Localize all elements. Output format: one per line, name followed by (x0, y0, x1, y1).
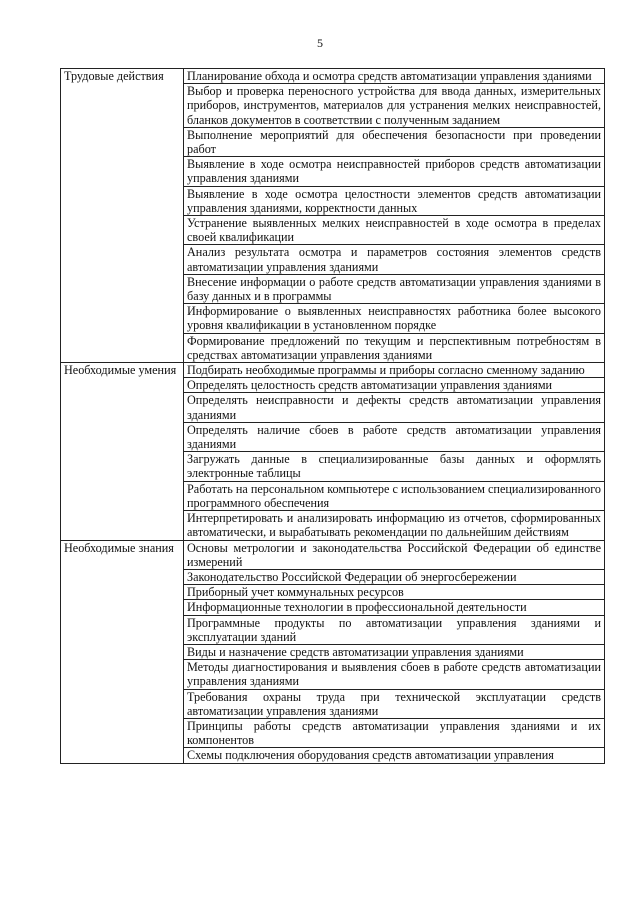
row-text: Формирование предложений по текущим и перспективным потребностям в средствах автоматизации управления зданиями (184, 333, 605, 362)
section-label: Необходимые знания (61, 540, 184, 763)
row-text: Загружать данные в специализированные базы данных и оформлять электронные таблицы (184, 452, 605, 481)
table-row (61, 69, 605, 84)
row-text: Внесение информации о работе средств автоматизации управления зданиями в базу данных и в программы (184, 274, 605, 303)
row-text: Выявление в ходе осмотра неисправностей приборов средств автоматизации управления зданиями (184, 157, 605, 186)
row-text: Основы метрологии и законодательства Российской Федерации об единстве измерений (184, 540, 605, 569)
row-text: Информирование о выявленных неисправностях работника более высокого уровня квалификации в установленном порядке (184, 304, 605, 333)
row-text: Интерпретировать и анализировать информацию из отчетов, сформированных автоматически, и вырабатывать рекомендации по дальнейшим действиям (184, 511, 605, 540)
row-text: Законодательство Российской Федерации об энергосбережении (184, 569, 605, 584)
row-text: Подбирать необходимые программы и приборы согласно сменному заданию (184, 363, 605, 378)
table-row (61, 363, 605, 378)
row-text: Методы диагностирования и выявления сбоев в работе средств автоматизации управления зданиями (184, 660, 605, 689)
row-text: Приборный учет коммунальных ресурсов (184, 585, 605, 600)
row-text: Требования охраны труда при технической эксплуатации средств автоматизации управления зданиями (184, 689, 605, 718)
row-text: Принципы работы средств автоматизации управления зданиями и их компонентов (184, 718, 605, 747)
section-label: Трудовые действия (61, 69, 184, 363)
page-number: 5 (317, 36, 323, 50)
row-text: Работать на персональном компьютере с использованием специализированного программного обеспечения (184, 481, 605, 510)
row-text: Планирование обхода и осмотра средств автоматизации управления зданиями (184, 69, 605, 84)
table-row (61, 540, 605, 569)
row-text: Выявление в ходе осмотра целостности элементов средств автоматизации управления зданиями, корректности данных (184, 186, 605, 215)
row-text: Определять наличие сбоев в работе средств автоматизации управления зданиями (184, 422, 605, 451)
row-text: Виды и назначение средств автоматизации управления зданиями (184, 644, 605, 659)
section-label: Необходимые умения (61, 363, 184, 540)
competency-table (60, 68, 605, 764)
row-text: Определять неисправности и дефекты средств автоматизации управления зданиями (184, 393, 605, 422)
row-text: Анализ результата осмотра и параметров состояния элементов средств автоматизации управления зданиями (184, 245, 605, 274)
row-text: Схемы подключения оборудования средств автоматизации управления (184, 748, 605, 763)
row-text: Выполнение мероприятий для обеспечения безопасности при проведении работ (184, 127, 605, 156)
row-text: Устранение выявленных мелких неисправностей в ходе осмотра в пределах своей квалификации (184, 216, 605, 245)
row-text: Выбор и проверка переносного устройства для ввода данных, измерительных приборов, инструментов, материалов для устранения мелких неисправностей, бланков документов в соответствии с полученным заданием (184, 84, 605, 128)
competency-table-body (61, 69, 605, 764)
row-text: Информационные технологии в профессиональной деятельности (184, 600, 605, 615)
row-text: Определять целостность средств автоматизации управления зданиями (184, 378, 605, 393)
row-text: Программные продукты по автоматизации управления зданиями и эксплуатации зданий (184, 615, 605, 644)
